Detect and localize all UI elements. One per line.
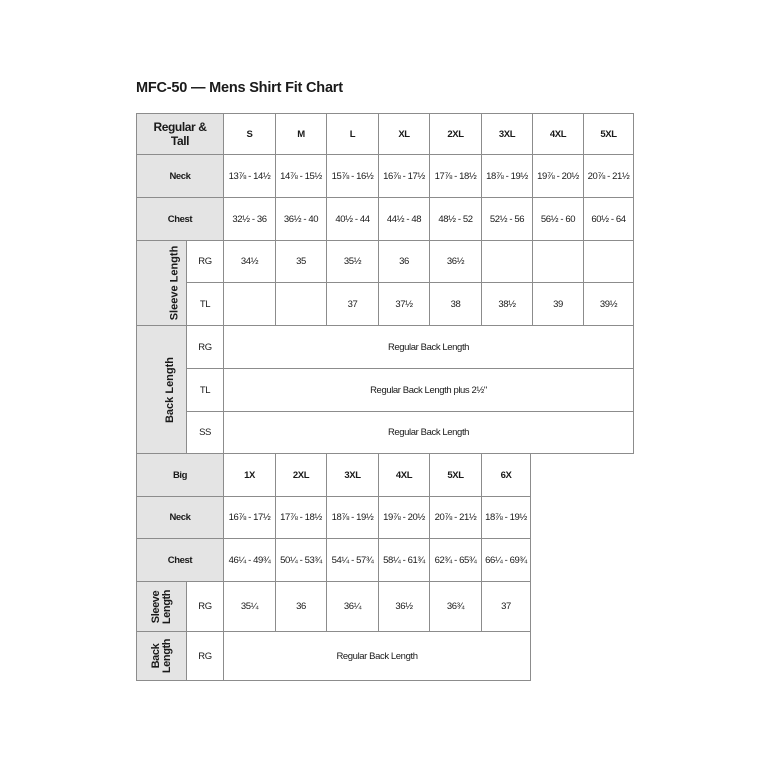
sleeve-rg-value: 36 [276, 582, 327, 632]
big-header: Big [137, 454, 224, 497]
back-length-label: Back Length [164, 356, 177, 423]
chest-value: 52½ - 56 [482, 198, 533, 241]
chest-value: 36½ - 40 [276, 198, 327, 241]
sleeve-tl-value: 38½ [482, 283, 533, 326]
back-rg-row [137, 326, 634, 369]
big-chest-row [137, 539, 531, 582]
neck-value: 16⅞ - 17½ [224, 497, 276, 539]
back-length-header [137, 326, 187, 454]
sleeve-length-header [137, 241, 187, 326]
regular-tall-header [137, 114, 224, 155]
back-tl-label: TL [187, 369, 224, 412]
neck-value: 18⅞ - 19½ [482, 497, 531, 539]
chest-value: 32½ - 36 [224, 198, 276, 241]
sleeve-length-label: Sleeve Length [168, 245, 181, 321]
sleeve-tl-value: 39 [533, 283, 584, 326]
size-m: M [276, 114, 327, 155]
sleeve-tl-value [224, 283, 276, 326]
size-3xl: 3XL [327, 454, 379, 497]
sleeve-rg-value: 35½ [327, 241, 379, 283]
sleeve-rg-value: 34½ [224, 241, 276, 283]
chest-value: 62¾ - 65¾ [430, 539, 482, 582]
sleeve-tl-label: TL [187, 283, 224, 326]
sleeve-rg-value: 36½ [379, 582, 430, 632]
size-4xl: 4XL [379, 454, 430, 497]
size-s: S [224, 114, 276, 155]
chart-title: MFC-50 — Mens Shirt Fit Chart [136, 80, 343, 96]
big-back-row [137, 632, 531, 681]
regular-tall-label: Regular & Tall [153, 120, 207, 148]
chest-value: 40½ - 44 [327, 198, 379, 241]
back-ss-text: Regular Back Length [224, 412, 634, 454]
neck-value: 17⅞ - 18½ [430, 155, 482, 198]
chest-row [137, 198, 634, 241]
size-5xl: 5XL [430, 454, 482, 497]
neck-value: 18⅞ - 19½ [327, 497, 379, 539]
sleeve-rg-value [533, 241, 584, 283]
sleeve-rg-value: 36¼ [327, 582, 379, 632]
chest-value: 48½ - 52 [430, 198, 482, 241]
neck-value: 14⅞ - 15½ [276, 155, 327, 198]
sleeve-rg-value: 36¾ [430, 582, 482, 632]
back-tl-text: Regular Back Length plus 2½" [224, 369, 634, 412]
sleeve-tl-row [137, 283, 634, 326]
sleeve-tl-value: 38 [430, 283, 482, 326]
big-sleeve-length-label: Sleeve Length [149, 589, 173, 624]
size-6x: 6X [482, 454, 531, 497]
chest-value: 44½ - 48 [379, 198, 430, 241]
big-neck-row [137, 497, 531, 539]
chest-value: 58¼ - 61¾ [379, 539, 430, 582]
back-tl-row [137, 369, 634, 412]
sleeve-tl-value [276, 283, 327, 326]
chest-value: 50¼ - 53¾ [276, 539, 327, 582]
sleeve-tl-value: 37 [327, 283, 379, 326]
big-table [136, 453, 531, 681]
sleeve-rg-value [584, 241, 634, 283]
regular-tall-table [136, 113, 634, 454]
back-ss-label: SS [187, 412, 224, 454]
size-l: L [327, 114, 379, 155]
neck-value: 19⅞ - 20½ [533, 155, 584, 198]
chest-value: 46¼ - 49¾ [224, 539, 276, 582]
big-back-length-header [137, 632, 187, 681]
big-size-header-row [137, 454, 531, 497]
size-2xl: 2XL [430, 114, 482, 155]
sleeve-rg-value: 37 [482, 582, 531, 632]
neck-value: 19⅞ - 20½ [379, 497, 430, 539]
neck-value: 20⅞ - 21½ [430, 497, 482, 539]
chest-value: 66¼ - 69¾ [482, 539, 531, 582]
sleeve-tl-value: 39½ [584, 283, 634, 326]
size-xl: XL [379, 114, 430, 155]
sleeve-rg-value: 36½ [430, 241, 482, 283]
big-sleeve-row [137, 582, 531, 632]
size-header-row [137, 114, 634, 155]
big-neck-label: Neck [137, 497, 224, 539]
big-back-rg-label: RG [187, 632, 224, 681]
sleeve-rg-value: 35¼ [224, 582, 276, 632]
neck-row [137, 155, 634, 198]
big-sleeve-length-header [137, 582, 187, 632]
sleeve-tl-value: 37½ [379, 283, 430, 326]
size-1x: 1X [224, 454, 276, 497]
size-2xl: 2XL [276, 454, 327, 497]
sleeve-rg-value: 35 [276, 241, 327, 283]
sleeve-rg-value [482, 241, 533, 283]
chest-label: Chest [137, 198, 224, 241]
neck-label: Neck [137, 155, 224, 198]
sleeve-rg-row [137, 241, 634, 283]
big-back-length-label: Back Length [149, 638, 173, 674]
big-sleeve-rg-label: RG [187, 582, 224, 632]
size-4xl: 4XL [533, 114, 584, 155]
neck-value: 20⅞ - 21½ [584, 155, 634, 198]
back-rg-text: Regular Back Length [224, 326, 634, 369]
neck-value: 13⅞ - 14½ [224, 155, 276, 198]
sleeve-rg-label: RG [187, 241, 224, 283]
big-chest-label: Chest [137, 539, 224, 582]
back-ss-row [137, 412, 634, 454]
neck-value: 17⅞ - 18½ [276, 497, 327, 539]
neck-value: 18⅞ - 19½ [482, 155, 533, 198]
sleeve-rg-value: 36 [379, 241, 430, 283]
neck-value: 15⅞ - 16½ [327, 155, 379, 198]
back-rg-label: RG [187, 326, 224, 369]
chest-value: 54¼ - 57¾ [327, 539, 379, 582]
size-5xl: 5XL [584, 114, 634, 155]
big-back-text: Regular Back Length [224, 632, 531, 681]
chest-value: 60½ - 64 [584, 198, 634, 241]
neck-value: 16⅞ - 17½ [379, 155, 430, 198]
size-3xl: 3XL [482, 114, 533, 155]
chest-value: 56½ - 60 [533, 198, 584, 241]
